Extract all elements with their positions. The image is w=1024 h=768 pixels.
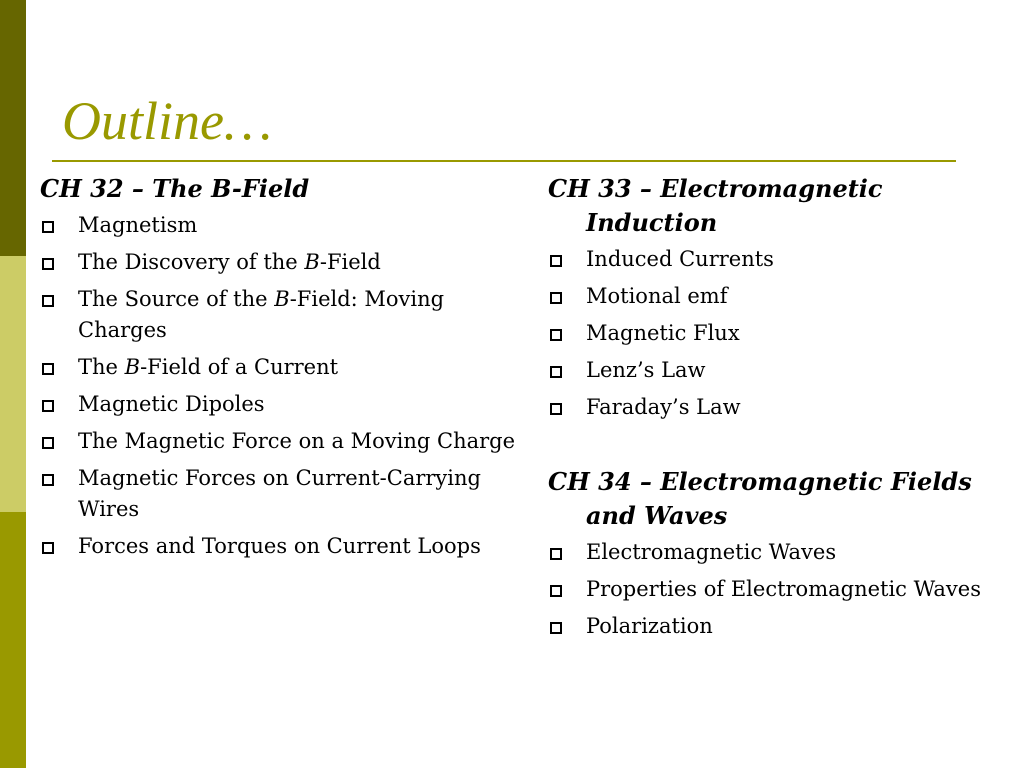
- item-text-italic: B: [274, 287, 290, 311]
- sidebar-color-bar: [0, 0, 26, 768]
- item-text: Electromagnetic Waves: [586, 540, 837, 564]
- item-text: Induced Currents: [586, 247, 774, 271]
- square-bullet-icon: [550, 585, 562, 597]
- square-bullet-icon: [550, 255, 562, 267]
- item-text: Motional emf: [586, 284, 728, 308]
- list-item: [548, 537, 988, 568]
- item-text: Properties of Electromagnetic Waves: [586, 577, 981, 601]
- square-bullet-icon: [550, 548, 562, 560]
- square-bullet-icon: [550, 403, 562, 415]
- square-bullet-icon: [42, 363, 54, 375]
- ch33-heading: CH 33 – Electromagnetic Induction: [548, 174, 883, 237]
- list-item: [40, 426, 520, 457]
- sidebar-segment-bottom: [0, 512, 26, 768]
- square-bullet-icon: [550, 292, 562, 304]
- item-text: Magnetism: [78, 213, 198, 237]
- item-text: Forces and Torques on Current Loops: [78, 534, 481, 558]
- title-divider: [52, 160, 956, 162]
- square-bullet-icon: [42, 474, 54, 486]
- item-text: Magnetic Flux: [586, 321, 740, 345]
- item-text-italic: B: [304, 250, 320, 274]
- list-item: [548, 392, 988, 423]
- ch34-heading: CH 34 – Electromagnetic Fields and Waves: [548, 467, 972, 530]
- list-item: [40, 247, 520, 278]
- list-item: [548, 281, 988, 312]
- list-item: [40, 389, 520, 420]
- square-bullet-icon: [42, 437, 54, 449]
- square-bullet-icon: [550, 329, 562, 341]
- square-bullet-icon: [550, 622, 562, 634]
- item-text-part: The Source of the: [78, 287, 275, 311]
- ch32-topic-list: [40, 210, 520, 562]
- left-column: [40, 172, 520, 568]
- list-item: [548, 318, 988, 349]
- square-bullet-icon: [42, 258, 54, 270]
- ch32-heading: CH 32 – The B-Field: [40, 174, 310, 203]
- square-bullet-icon: [42, 295, 54, 307]
- ch33-topic-list: [548, 244, 988, 423]
- square-bullet-icon: [550, 366, 562, 378]
- list-item: [548, 611, 988, 642]
- list-item: [40, 352, 520, 383]
- list-item: [40, 210, 520, 241]
- section-spacer: [548, 429, 988, 465]
- item-text: The Magnetic Force on a Moving Charge: [78, 429, 516, 453]
- item-text-italic: B: [124, 355, 141, 379]
- sidebar-segment-top: [0, 0, 26, 256]
- list-item: [40, 284, 520, 346]
- item-text: Lenz’s Law: [586, 358, 706, 382]
- slide-title: Outline…: [62, 91, 272, 151]
- square-bullet-icon: [42, 400, 54, 412]
- list-item: [40, 531, 520, 562]
- ch34-topic-list: [548, 537, 988, 642]
- square-bullet-icon: [42, 221, 54, 233]
- item-text: Faraday’s Law: [586, 395, 741, 419]
- item-text: Magnetic Forces on Current-Carrying Wires: [78, 466, 481, 521]
- item-text-part: The: [78, 355, 125, 379]
- list-item: [548, 244, 988, 275]
- sidebar-segment-middle: [0, 256, 26, 512]
- item-text: Magnetic Dipoles: [78, 392, 265, 416]
- list-item: [548, 355, 988, 386]
- right-column: [548, 172, 988, 648]
- item-text-part: -Field of a Current: [140, 355, 339, 379]
- list-item: [548, 574, 988, 605]
- item-text-part: -Field: [319, 250, 381, 274]
- item-text: Polarization: [586, 614, 713, 638]
- item-text-part: The Discovery of the: [78, 250, 305, 274]
- item-text-part: -Field: Moving Charges: [78, 287, 445, 342]
- list-item: [40, 463, 520, 525]
- square-bullet-icon: [42, 542, 54, 554]
